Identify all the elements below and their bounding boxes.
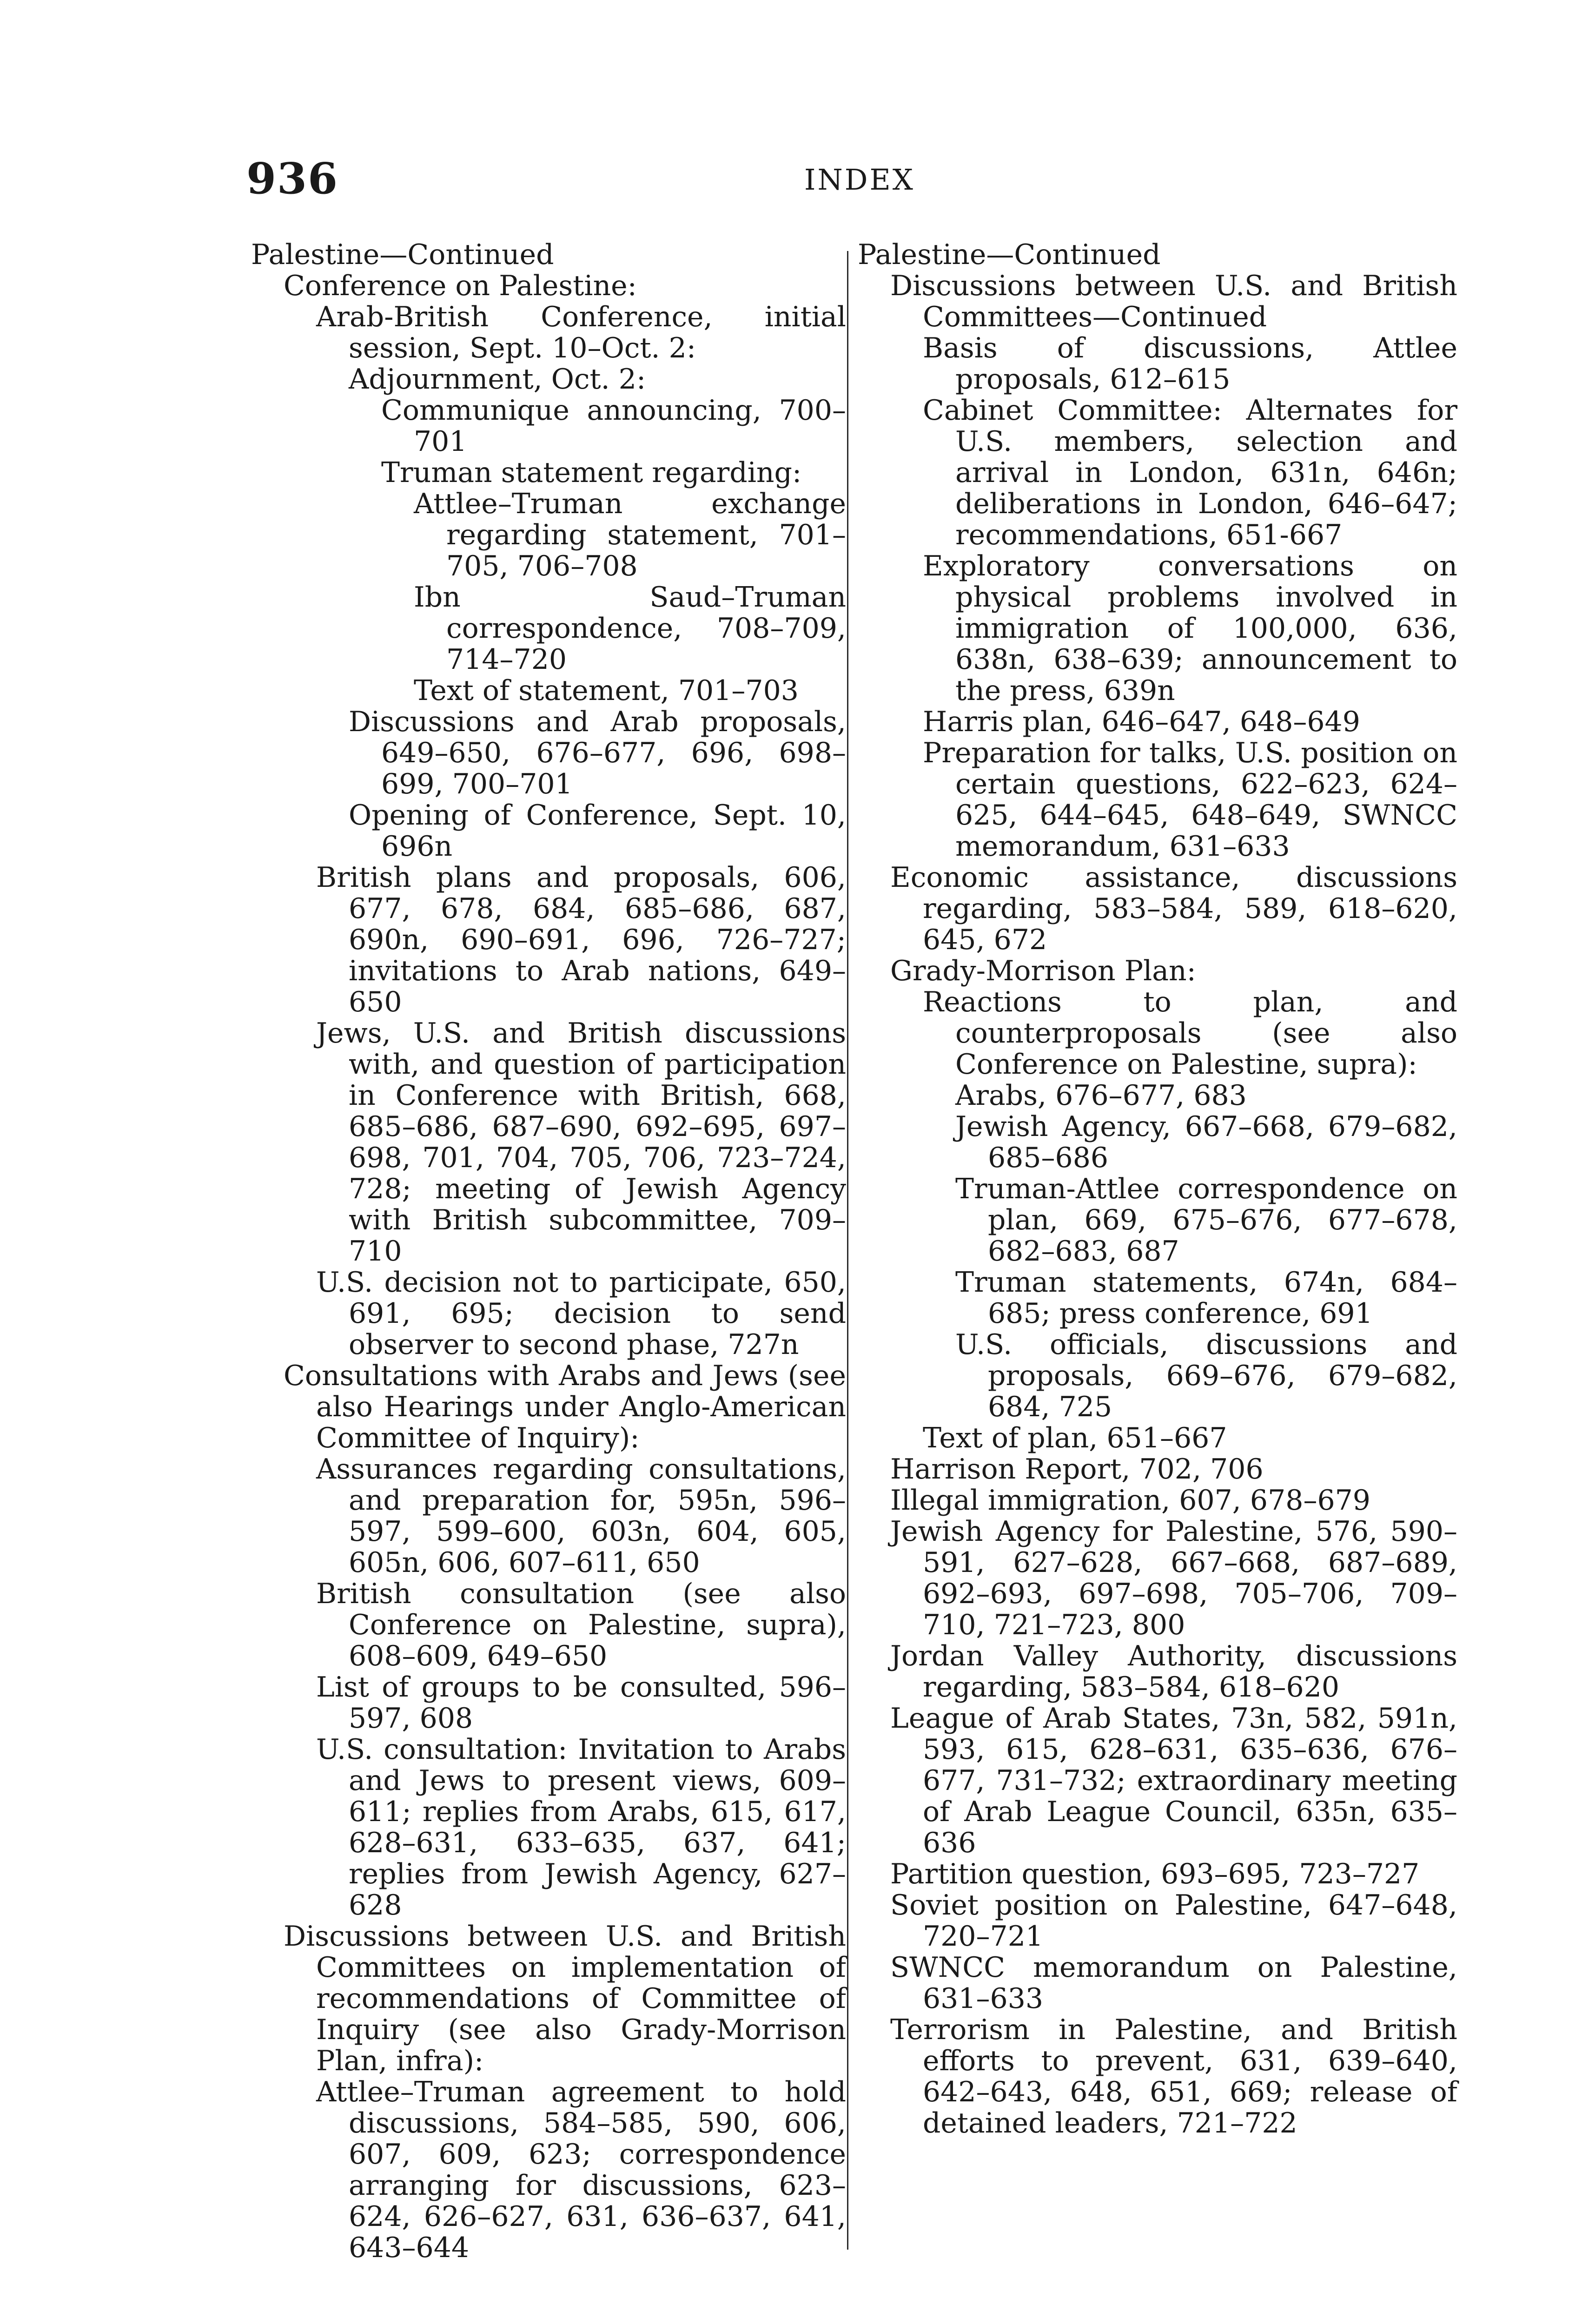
index-entry: U.S. decision not to participate, 650, 691, 695; decision to send observer to second phase, 727n — [316, 1266, 846, 1361]
index-column-left — [251, 239, 846, 2264]
index-entry: Cabinet Committee: Alternates for U.S. members, selection and arrival in London, 631n, 646n; deliberations in London, 646–647; recommendations, 651-667 — [923, 394, 1457, 551]
index-entry: Discussions between U.S. and British Committees on implementation of recommendations of Committee of Inquiry (see also Grady-Morrison Plan, infra): — [284, 1920, 846, 2077]
page-header — [246, 153, 1455, 223]
page-number: 936 — [246, 153, 339, 204]
index-entry: List of groups to be consulted, 596–597, 608 — [316, 1671, 846, 1735]
index-entry: Consultations with Arabs and Jews (see also Hearings under Anglo-American Committee of Inquiry): — [284, 1360, 846, 1454]
index-entry: Harris plan, 646–647, 648–649 — [923, 706, 1360, 738]
index-entry: Attlee–Truman exchange regarding statement, 701–705, 706–708 — [414, 488, 846, 582]
index-entry: Exploratory conversations on physical problems involved in immigration of 100,000, 636, 638n, 638–639; announcement to the press, 639n — [923, 550, 1457, 707]
running-title: INDEX — [804, 163, 915, 197]
index-column-right — [858, 239, 1457, 2139]
index-entry: Text of statement, 701–703 — [414, 674, 799, 707]
index-entry: Truman statement regarding: — [381, 456, 802, 489]
index-entry: Truman statements, 674n, 684–685; press conference, 691 — [955, 1266, 1457, 1330]
index-entry: Opening of Conference, Sept. 10, 696n — [349, 799, 846, 863]
index-entry: Jews, U.S. and British discussions with, and question of participation in Conference with British, 668, 685–686, 687–690, 692–695, 697–698, 701, 704, 705, 706, 723–724, 728; meeting of Jewish Agency with British subcommittee, 709–710 — [316, 1017, 846, 1268]
index-entry: Illegal immigration, 607, 678–679 — [890, 1484, 1370, 1517]
index-entry: Palestine—Continued — [858, 238, 1161, 271]
index-entry: League of Arab States, 73n, 582, 591n, 593, 615, 628–631, 635–636, 676–677, 731–732; extraordinary meeting of Arab League Council, 635n, 635–636 — [890, 1702, 1457, 1859]
column-divider — [847, 251, 848, 2250]
index-entry: Ibn Saud–Truman correspondence, 708–709, 714–720 — [414, 581, 846, 676]
index-entry: British consultation (see also Conference on Palestine, supra), 608–609, 649–650 — [316, 1578, 846, 1672]
index-entry: Economic assistance, discussions regarding, 583–584, 589, 618–620, 645, 672 — [890, 861, 1457, 956]
index-entry: Adjournment, Oct. 2: — [349, 363, 646, 396]
index-entry: Jewish Agency, 667–668, 679–682, 685–686 — [955, 1110, 1457, 1174]
index-entry: Harrison Report, 702, 706 — [890, 1453, 1264, 1486]
index-entry: Jordan Valley Authority, discussions regarding, 583–584, 618–620 — [890, 1640, 1457, 1703]
index-entry: Discussions and Arab proposals, 649–650, 676–677, 696, 698–699, 700–701 — [349, 706, 846, 800]
index-entry: Terrorism in Palestine, and British efforts to prevent, 631, 639–640, 642–643, 648, 651, 669; release of detained leaders, 721–722 — [890, 2014, 1457, 2139]
index-entry: British plans and proposals, 606, 677, 678, 684, 685–686, 687, 690n, 690–691, 696, 726–727; invitations to Arab nations, 649–650 — [316, 861, 846, 1018]
index-entry: Arab-British Conference, initial session, Sept. 10–Oct. 2: — [316, 301, 846, 364]
index-entry: Communique announcing, 700–701 — [381, 394, 846, 458]
index-entry: Text of plan, 651–667 — [923, 1422, 1227, 1454]
index-entry: U.S. officials, discussions and proposals, 669–676, 679–682, 684, 725 — [955, 1328, 1457, 1423]
index-entry: Assurances regarding consultations, and preparation for, 595n, 596–597, 599–600, 603n, 604, 605, 605n, 606, 607–611, 650 — [316, 1453, 846, 1579]
index-entry: Preparation for talks, U.S. position on certain questions, 622–623, 624–625, 644–645, 648–649, SWNCC memorandum, 631–633 — [923, 737, 1457, 863]
index-entry: Palestine—Continued — [251, 238, 554, 271]
index-entry: Truman-Attlee correspondence on plan, 669, 675–676, 677–678, 682–683, 687 — [955, 1173, 1457, 1268]
index-entry: Conference on Palestine: — [284, 270, 637, 302]
index-entry: Reactions to plan, and counterproposals (see also Conference on Palestine, supra): — [923, 986, 1457, 1081]
index-entry: Soviet position on Palestine, 647–648, 720–721 — [890, 1889, 1457, 1953]
index-entry: Basis of discussions, Attlee proposals, 612–615 — [923, 332, 1457, 396]
index-entry: Attlee–Truman agreement to hold discussions, 584–585, 590, 606, 607, 609, 623; correspondence arranging for discussions, 623–624, 626–627, 631, 636–637, 641, 643–644 — [316, 2076, 846, 2264]
index-entry: Partition question, 693–695, 723–727 — [890, 1858, 1420, 1890]
index-entry: U.S. consultation: Invitation to Arabs and Jews to present views, 609–611; replies from Arabs, 615, 617, 628–631, 633–635, 637, 641; replies from Jewish Agency, 627–628 — [316, 1733, 846, 1921]
index-entry: Jewish Agency for Palestine, 576, 590–591, 627–628, 667–668, 687–689, 692–693, 697–698, 705–706, 709–710, 721–723, 800 — [890, 1515, 1457, 1641]
index-entry: Grady-Morrison Plan: — [890, 955, 1196, 987]
index-entry: Arabs, 676–677, 683 — [955, 1079, 1247, 1112]
index-entry: Discussions between U.S. and British Committees—Continued — [890, 270, 1457, 333]
index-entry: SWNCC memorandum on Palestine, 631–633 — [890, 1951, 1457, 2015]
